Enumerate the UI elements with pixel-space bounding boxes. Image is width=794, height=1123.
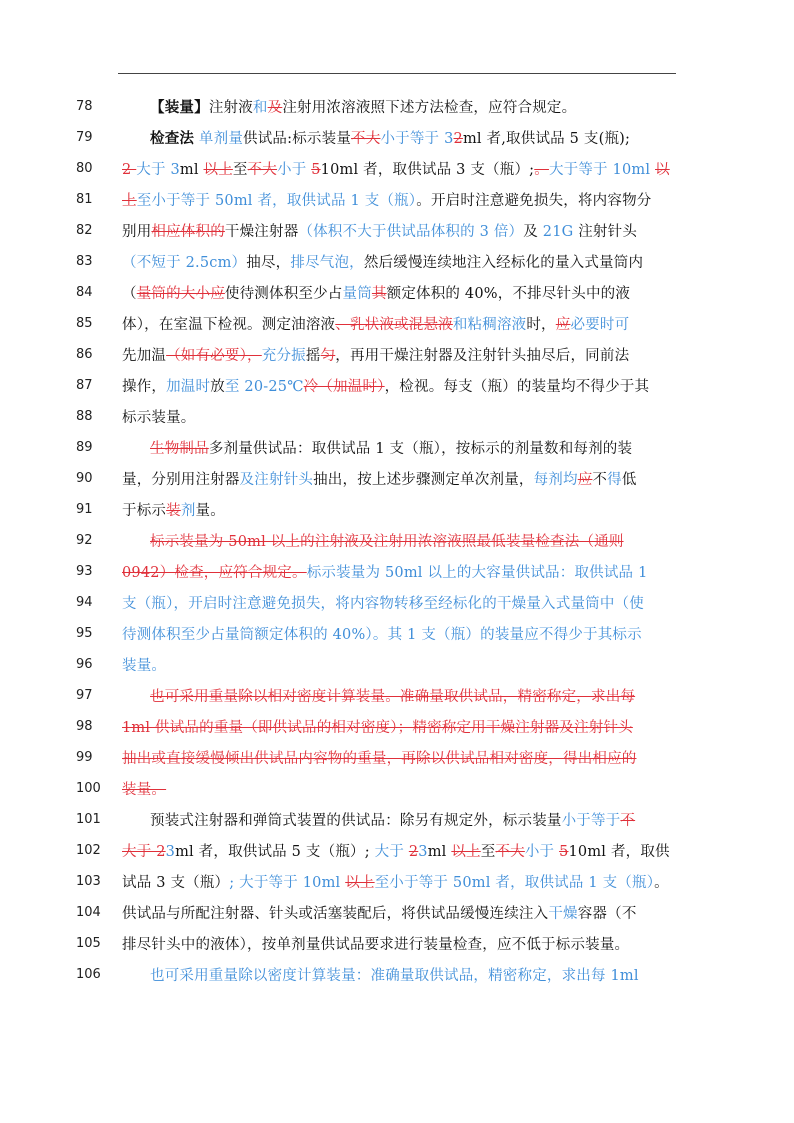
inserted-text: 21G: [542, 224, 574, 240]
line-text: [122, 716, 676, 740]
document-line: [0, 218, 794, 249]
inserted-text: 大于等于 10ml: [548, 162, 656, 178]
document-line: [0, 156, 794, 187]
text-segment: 标示装量。: [122, 410, 196, 426]
line-number: 88: [76, 409, 93, 424]
inserted-text: 量筒: [342, 286, 372, 302]
document-line: [0, 435, 794, 466]
inserted-text: 充分振: [261, 348, 306, 364]
line-text: [150, 127, 676, 151]
text-segment: ，检视。每支（瓶）的装量均不得少于其: [384, 379, 650, 395]
deleted-text: 以上: [345, 875, 375, 891]
deleted-text: 标示装量为 50ml 以上的注射液及注射用浓溶液照最低装量检查法（通则: [150, 534, 624, 550]
document-line: [0, 94, 794, 125]
text-segment: 容器（不: [577, 906, 637, 922]
line-text: [122, 406, 676, 430]
document-line: [0, 714, 794, 745]
deleted-text: 装: [166, 503, 181, 519]
deleted-text: 5: [559, 844, 569, 860]
line-text: [150, 809, 676, 833]
inserted-text: 3: [444, 131, 454, 147]
inserted-text: 单剂量: [194, 131, 244, 147]
line-number: 106: [76, 967, 101, 982]
line-number: 105: [76, 936, 101, 951]
document-line: [0, 404, 794, 435]
line-text: [122, 499, 676, 523]
line-number: 101: [76, 812, 101, 827]
line-text: [150, 530, 676, 554]
text-segment: 至: [480, 844, 496, 860]
text-segment: 使待测体积至少占: [224, 286, 343, 302]
deleted-text: 以上: [451, 844, 481, 860]
line-number: 100: [76, 781, 101, 796]
inserted-text: 每剂均: [533, 472, 578, 488]
line-number: 78: [76, 99, 93, 114]
line-number: 80: [76, 161, 93, 176]
line-text: [122, 654, 676, 678]
deleted-text: 其: [371, 286, 387, 302]
deleted-text: 匀: [320, 348, 336, 364]
line-number: 85: [76, 316, 93, 331]
inserted-text: 得: [607, 472, 622, 488]
document-line: [0, 931, 794, 962]
text-segment: 预装式注射器和弹筒式装置的供试品：除另有规定外，标示装量: [150, 813, 562, 829]
text-segment: 注射针头: [573, 224, 638, 240]
line-number: 93: [76, 564, 93, 579]
line-number: 89: [76, 440, 93, 455]
text-segment: 多剂量供试品：取供试品 1 支（瓶），按标示的剂量数和每剂的装: [208, 441, 633, 457]
inserted-text: ; 大于等于 10ml: [229, 875, 346, 891]
document-line: [0, 869, 794, 900]
inserted-text: 3: [165, 844, 176, 860]
text-segment: 供试品:标示装量: [243, 131, 352, 147]
text-segment: ml: [179, 162, 204, 178]
text-segment: 10ml 者，取供: [568, 844, 670, 860]
deleted-text: 不大: [247, 162, 278, 178]
deleted-text: 装量。: [122, 782, 167, 798]
text-segment: 干燥注射器: [224, 224, 299, 240]
line-text: [150, 96, 676, 120]
text-segment: 摇: [305, 348, 321, 364]
document-line: [0, 652, 794, 683]
text-segment: 额定体积的 40%，不排尽针头中的液: [386, 286, 631, 302]
text-segment: ml: [427, 844, 452, 860]
text-segment: 低: [621, 472, 637, 488]
text-segment: 抽尽，: [246, 255, 291, 271]
document-line: [0, 311, 794, 342]
line-number: 79: [76, 130, 93, 145]
document-line: [0, 621, 794, 652]
document-line: [0, 559, 794, 590]
text-segment: 供试品与所配注射器、针头或活塞装配后，将供试品缓慢连续注入: [122, 906, 549, 922]
line-text: [122, 189, 676, 213]
line-number: 83: [76, 254, 93, 269]
document-line: [0, 187, 794, 218]
deleted-text: 2: [122, 162, 137, 178]
document-line: [0, 125, 794, 156]
text-segment: 注射用浓溶液照下述方法检查，应符合规定。: [282, 100, 577, 116]
inserted-text: 标示装量为 50ml 以上的大容量供试品：取供试品 1: [306, 565, 648, 581]
deleted-text: 生物制品: [150, 441, 209, 457]
line-text: [122, 747, 676, 771]
document-line: [0, 838, 794, 869]
deleted-text: 及: [267, 100, 283, 116]
line-text: [122, 468, 676, 492]
deleted-text: 量筒的大小应: [136, 286, 225, 302]
line-number: 86: [76, 347, 93, 362]
line-number: 102: [76, 843, 101, 858]
line-number: 104: [76, 905, 101, 920]
inserted-text: 大于: [369, 844, 409, 860]
text-segment: 注射液: [208, 100, 253, 116]
deleted-text: 。: [534, 162, 549, 178]
inserted-text: 干燥: [548, 906, 578, 922]
line-number: 91: [76, 502, 93, 517]
text-segment: 及: [523, 224, 543, 240]
line-text: [122, 251, 676, 275]
text-segment: 至: [232, 162, 248, 178]
text-segment: 试品 3 支（瓶）: [122, 875, 230, 891]
line-number: 81: [76, 192, 93, 207]
line-number: 98: [76, 719, 93, 734]
document-line: [0, 280, 794, 311]
inserted-text: 剂: [180, 503, 196, 519]
document-line: [0, 466, 794, 497]
line-text: [122, 375, 676, 399]
line-text: [122, 933, 676, 957]
text-segment: （: [122, 286, 137, 302]
inserted-text: （不短于 2.5cm）: [122, 255, 247, 271]
inserted-text: 和: [252, 100, 268, 116]
text-segment: 于标示: [122, 503, 167, 519]
text-segment: ，再用干燥注射器及注射针头抽尽后，同前法: [335, 348, 630, 364]
deleted-text: 2: [453, 131, 463, 147]
line-text: [150, 685, 676, 709]
header-rule: [118, 73, 676, 74]
text-segment: 时，: [526, 317, 556, 333]
line-text: [122, 778, 676, 802]
bold-heading: 检查法: [150, 130, 195, 147]
line-text: [122, 158, 676, 182]
line-number: 103: [76, 874, 101, 889]
document-line: [0, 745, 794, 776]
line-number: 99: [76, 750, 93, 765]
inserted-text: 小于等于: [561, 813, 621, 829]
deleted-text: （如有必要），: [166, 348, 262, 364]
inserted-text: 大于 3: [136, 162, 180, 178]
inserted-text: 小于: [277, 162, 312, 178]
document-line: [0, 528, 794, 559]
text-segment: ml 者,取供试品 5 支(瓶);: [462, 131, 631, 147]
inserted-text: 也可采用重量除以密度计算装量：准确量取供试品，精密称定，求出每 1ml: [150, 968, 639, 984]
inserted-text: 支（瓶），开启时注意避免损失，将内容物转移至经标化的干燥量入式量筒中（使: [122, 596, 644, 612]
text-segment: 10ml 者，取供试品 3 支（瓶）;: [320, 162, 535, 178]
deleted-text: 2: [408, 844, 419, 860]
text-segment: 然后缓慢连续地注入经标化的量入式量筒内: [363, 255, 644, 271]
line-number: 95: [76, 626, 93, 641]
inserted-text: 及注射针头: [239, 472, 314, 488]
text-segment: 。开启时注意避免损失，将内容物分: [416, 193, 652, 209]
text-segment: 量，分别用注射器: [122, 472, 240, 488]
line-number: 97: [76, 688, 93, 703]
document-line: [0, 683, 794, 714]
inserted-text: 至小于等于 50ml 者，取供试品 1 支（瓶）: [136, 193, 417, 209]
deleted-text: 相应体积的: [151, 224, 225, 240]
inserted-text: 排尽气泡，: [290, 255, 364, 271]
line-text: [150, 437, 676, 461]
line-text: [122, 592, 676, 616]
inserted-text: 至小于等于 50ml 者，取供试品 1 支（瓶）: [374, 875, 655, 891]
line-text: [150, 964, 676, 988]
document-line: [0, 342, 794, 373]
deleted-text: 抽出或直接缓慢倾出供试品内容物的重量，再除以供试品相对密度，得出相应的: [122, 751, 637, 767]
line-text: [122, 313, 676, 337]
inserted-text: 待测体积至少占量筒额定体积的 40%）。其 1 支（瓶）的装量应不得少于其标示: [122, 627, 642, 643]
deleted-text: 、乳状液或混悬液: [335, 317, 453, 333]
line-number: 96: [76, 657, 93, 672]
text-segment: 操作，: [122, 379, 167, 395]
line-number: 82: [76, 223, 93, 238]
bold-heading: 【装量】: [150, 99, 209, 116]
text-segment: 排尽针头中的液体），按单剂量供试品要求进行装量检查，应不低于标示装量。: [122, 937, 630, 953]
deleted-text: 5: [311, 162, 321, 178]
deleted-text: 不大: [495, 844, 525, 860]
deleted-text: 应: [555, 317, 571, 333]
deleted-text: 1ml 供试品的重量（即供试品的相对密度）；精密称定用干燥注射器及注射针头: [122, 720, 633, 736]
document-line: [0, 373, 794, 404]
inserted-text: 3: [418, 844, 428, 860]
document-line: [0, 249, 794, 280]
deleted-text: 也可采用重量除以相对密度计算装量。准确量取供试品，精密称定，求出每: [150, 689, 636, 705]
deleted-text: 冷（加温时）: [303, 379, 385, 395]
inserted-text: 必要时可: [570, 317, 630, 333]
document-line: [0, 776, 794, 807]
document-line: [0, 497, 794, 528]
document-line: [0, 900, 794, 931]
line-text: [122, 344, 676, 368]
line-number: 94: [76, 595, 93, 610]
text-segment: 放: [210, 379, 225, 395]
line-text: [122, 561, 676, 585]
line-number: 92: [76, 533, 93, 548]
line-text: [122, 220, 676, 244]
text-segment: 抽出，按上述步骤测定单次剂量，: [313, 472, 534, 488]
inserted-text: （体积不大于供试品体积的 3 倍）: [298, 224, 524, 240]
text-segment: 别用: [122, 224, 152, 240]
line-text: [122, 871, 676, 895]
inserted-text: 装量。: [122, 658, 167, 674]
deleted-text: 以上: [203, 162, 233, 178]
document-line: [0, 590, 794, 621]
line-number: 90: [76, 471, 93, 486]
deleted-text: 应: [577, 472, 593, 488]
text-segment: 先加温: [122, 348, 167, 364]
line-text: [122, 623, 676, 647]
line-number: 84: [76, 285, 93, 300]
line-number: 87: [76, 378, 93, 393]
text-segment: 。: [654, 875, 669, 891]
deleted-text: 以: [655, 162, 670, 178]
text-segment: 体），在室温下检视。测定油溶液: [122, 317, 336, 333]
deleted-text: 0942）检查，应符合规定。: [122, 565, 307, 581]
text-segment: ml 者，取供试品 5 支（瓶）;: [175, 844, 370, 860]
text-segment: 不: [592, 472, 608, 488]
inserted-text: 小于: [524, 844, 560, 860]
deleted-text: 不大: [351, 131, 381, 147]
deleted-text: 不: [620, 813, 636, 829]
inserted-text: 和粘稠溶液: [452, 317, 527, 333]
inserted-text: 至 20-25℃: [224, 379, 304, 395]
text-segment: 量。: [195, 503, 225, 519]
line-text: [122, 282, 676, 306]
document-line: [0, 962, 794, 993]
deleted-text: 上: [122, 193, 137, 209]
inserted-text: 加温时: [166, 379, 211, 395]
document-body: [0, 94, 794, 993]
inserted-text: 小于等于: [380, 131, 440, 147]
deleted-text: 大于 2: [122, 844, 166, 860]
line-text: [122, 840, 676, 864]
document-line: [0, 807, 794, 838]
line-text: [122, 902, 676, 926]
